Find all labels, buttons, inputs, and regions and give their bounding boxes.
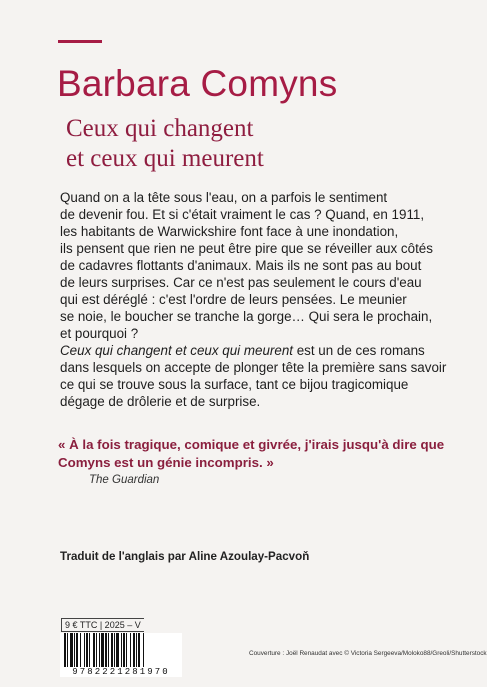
accent-rule xyxy=(58,40,102,43)
cover-credits: Couverture : Joël Renaudat avec © Victoria Sergeeva/Moloko88/Greoli/Shutterstock xyxy=(249,650,487,657)
barcode-bar xyxy=(101,633,104,667)
barcode-bar xyxy=(114,633,115,667)
blurb-line: dans lesquels on accepte de plonger tête la première sans savoir xyxy=(60,360,447,375)
blurb-line: de devenir fou. Et si c'était vraiment le cas ? Quand, en 1911, xyxy=(60,207,425,222)
barcode-bar xyxy=(123,633,125,667)
barcode-bar xyxy=(136,633,137,667)
isbn-barcode xyxy=(60,633,182,677)
book-title-italic: Ceux qui changent et ceux qui meurent xyxy=(60,343,293,358)
isbn-number: 9782221281970 xyxy=(72,667,170,677)
blurb-line: Quand on a la tête sous l'eau, on a parfois le sentiment xyxy=(60,190,388,205)
translator-credit: Traduit de l'anglais par Aline Azoulay-Pacvoň xyxy=(60,550,310,563)
barcode-bar xyxy=(111,633,113,667)
blurb-line: se noie, le boucher se tranche la gorge… Qui sera le prochain, xyxy=(60,309,433,324)
barcode-bar xyxy=(89,633,90,667)
title-line: Ceux qui changent xyxy=(66,115,254,142)
barcode-bar xyxy=(105,633,107,667)
blurb-line: et pourquoi ? xyxy=(60,326,139,341)
barcode-bar xyxy=(116,633,119,667)
book-title xyxy=(66,114,264,174)
price-code: 9 € TTC | 2025 – V xyxy=(61,618,144,632)
barcode-bar xyxy=(138,633,140,667)
blurb-fragment: est un de ces romans xyxy=(293,343,425,358)
blurb-line: ce qui se trouve sous la surface, tant ce bijou tragicomique xyxy=(60,377,409,392)
barcode-bar xyxy=(80,633,81,667)
author-name: Barbara Comyns xyxy=(57,63,338,104)
barcode-bars xyxy=(62,633,180,667)
barcode-bar xyxy=(96,633,97,667)
barcode-bar xyxy=(70,633,73,667)
blurb-line: qui est déréglé : c'est l'ordre de leurs pensées. Le meunier xyxy=(60,292,407,307)
blurb-line: de cadavres flottants d'animaux. Mais ils ne sont pas au bout xyxy=(60,258,422,273)
blurb-line: de leurs surprises. Car ce n'est pas seulement le cours d'eau xyxy=(60,275,422,290)
barcode-bar xyxy=(126,633,127,667)
barcode-bar xyxy=(86,633,88,667)
press-quote xyxy=(58,436,444,472)
title-line: et ceux qui meurent xyxy=(66,145,264,172)
quote-source: The Guardian xyxy=(89,474,160,486)
barcode-bar xyxy=(121,633,122,667)
blurb-text xyxy=(60,189,447,410)
barcode-bar xyxy=(130,633,131,667)
barcode-bar xyxy=(99,633,100,667)
barcode-bar xyxy=(84,633,85,667)
barcode-bar xyxy=(67,633,68,667)
barcode-bar xyxy=(143,633,144,667)
barcode-bar xyxy=(64,633,66,667)
quote-line: « À la fois tragique, comique et givrée, j'irais jusqu'à dire que xyxy=(58,437,445,452)
blurb-line: dégage de drôlerie et de surprise. xyxy=(60,394,261,409)
blurb-line: les habitants de Warwickshire font face à une inondation, xyxy=(60,224,399,239)
barcode-bar xyxy=(74,633,75,667)
barcode-bar xyxy=(76,633,78,667)
barcode-bar xyxy=(108,633,109,667)
barcode-bar xyxy=(133,633,135,667)
blurb-line xyxy=(60,342,425,359)
quote-line: Comyns est un génie incompris. » xyxy=(58,455,274,470)
barcode-bar xyxy=(93,633,95,667)
blurb-line: ils pensent que rien ne peut être pire que se réveiller aux côtés xyxy=(60,241,433,256)
